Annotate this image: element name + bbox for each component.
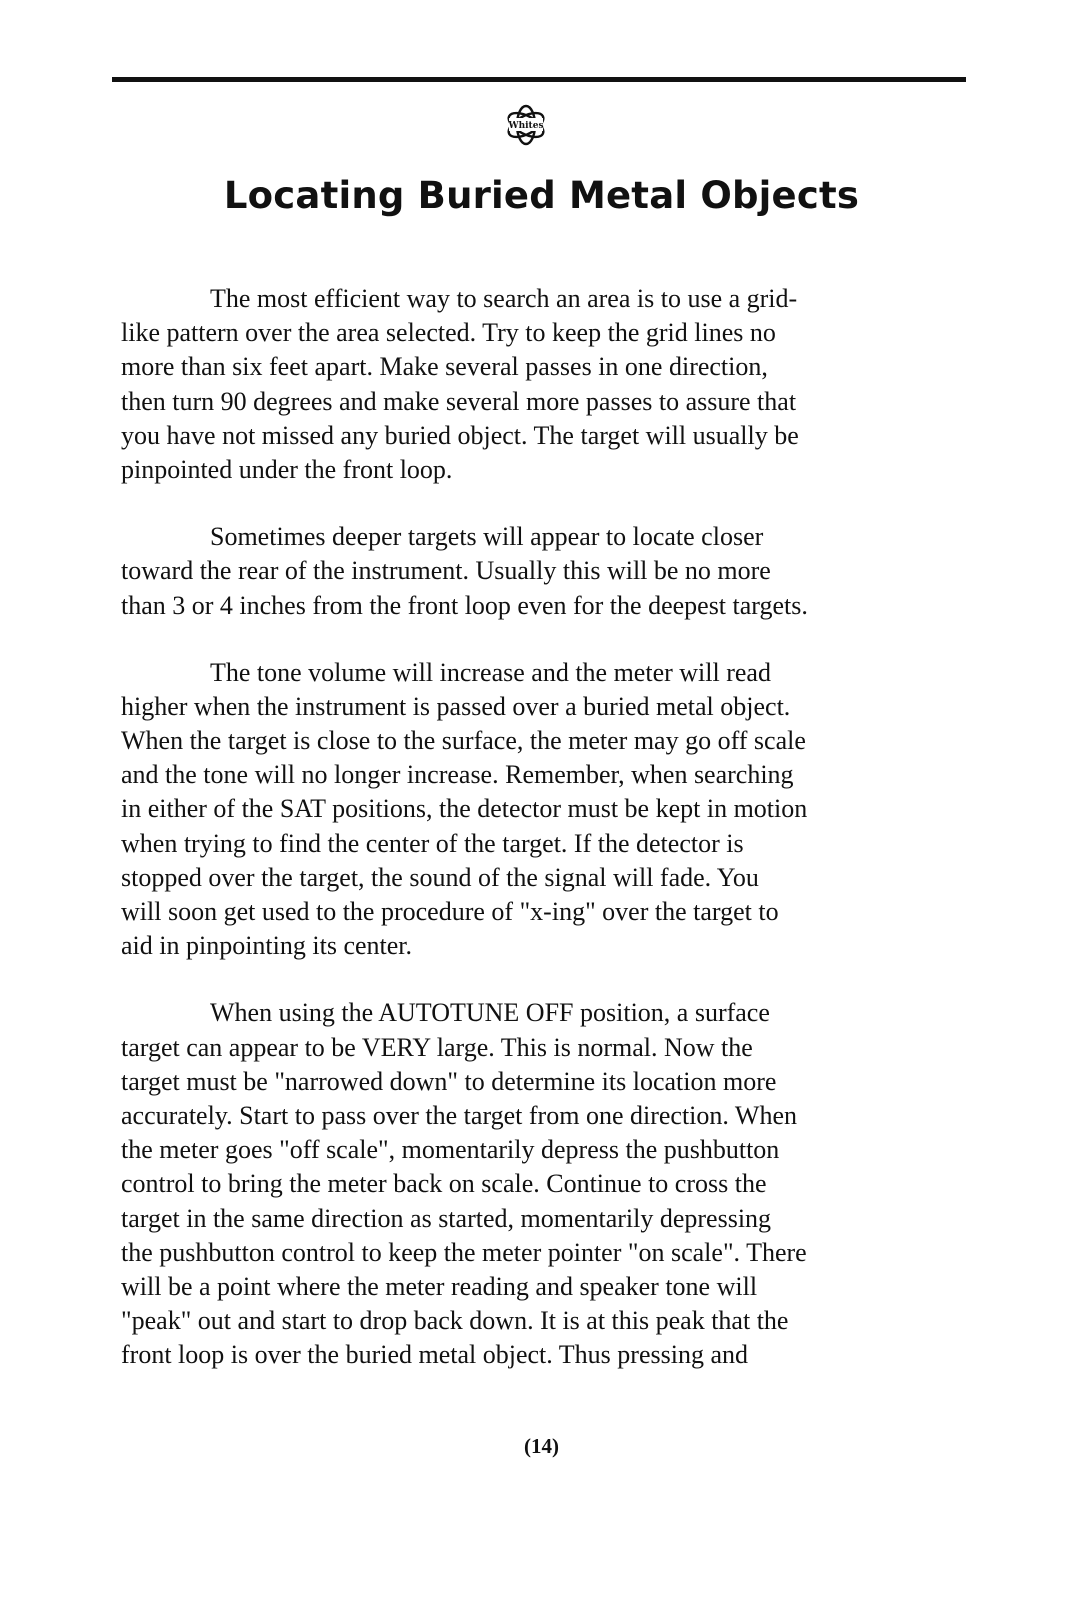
text-line: higher when the instrument is passed over a buried metal object. — [121, 691, 791, 721]
text-line: the pushbutton control to keep the meter pointer "on scale". There — [121, 1237, 807, 1267]
paragraph — [121, 996, 961, 1372]
text-line: front loop is over the buried metal object. Thus pressing and — [121, 1340, 748, 1370]
text-line: you have not missed any buried object. The target will usually be — [121, 420, 799, 450]
text-line: like pattern over the area selected. Try to keep the grid lines no — [121, 318, 776, 348]
text-line: The tone volume will increase and the meter will read — [210, 657, 771, 687]
text-line: target must be "narrowed down" to determine its location more — [121, 1066, 777, 1096]
page-title: Locating Buried Metal Objects — [223, 174, 860, 217]
text-line: stopped over the target, the sound of the signal will fade. You — [121, 862, 759, 892]
paragraph — [121, 520, 961, 623]
text-line: in either of the SAT positions, the detector must be kept in motion — [121, 794, 808, 824]
text-line: "peak" out and start to drop back down. It is at this peak that the — [121, 1306, 789, 1336]
text-line: When the target is close to the surface, the meter may go off scale — [121, 726, 806, 756]
logo-wordmark: Whites — [508, 121, 544, 131]
body-text — [121, 282, 961, 1405]
text-line: control to bring the meter back on scale. Continue to cross the — [121, 1169, 767, 1199]
text-line: Sometimes deeper targets will appear to locate closer — [210, 522, 764, 552]
text-line: the meter goes "off scale", momentarily depress the pushbutton — [121, 1135, 780, 1165]
text-line: The most efficient way to search an area is to use a grid- — [210, 284, 798, 313]
text-line: target can appear to be VERY large. This is normal. Now the — [121, 1032, 753, 1062]
paragraph — [121, 656, 961, 964]
whites-logo — [493, 96, 559, 154]
text-line: will be a point where the meter reading and speaker tone will — [121, 1271, 758, 1301]
text-line: when trying to find the center of the target. If the detector is — [121, 828, 744, 858]
text-line: toward the rear of the instrument. Usually this will be no more — [121, 556, 771, 586]
text-line: more than six feet apart. Make several passes in one direction, — [121, 352, 768, 382]
header-rule — [112, 77, 966, 82]
text-line: aid in pinpointing its center. — [121, 931, 413, 961]
text-line: When using the AUTOTUNE OFF position, a surface — [210, 998, 770, 1028]
text-line: target in the same direction as started, momentarily depressing — [121, 1203, 772, 1233]
text-line: than 3 or 4 inches from the front loop even for the deepest targets. — [121, 590, 808, 620]
text-line: accurately. Start to pass over the target from one direction. When — [121, 1100, 797, 1130]
text-line: will soon get used to the procedure of "x-ing" over the target to — [121, 897, 779, 926]
page-number: (14) — [524, 1434, 559, 1458]
text-line: and the tone will no longer increase. Remember, when searching — [121, 760, 794, 790]
paragraph — [121, 282, 961, 487]
text-line: pinpointed under the front loop. — [121, 454, 453, 484]
text-line: then turn 90 degrees and make several more passes to assure that — [121, 386, 797, 416]
